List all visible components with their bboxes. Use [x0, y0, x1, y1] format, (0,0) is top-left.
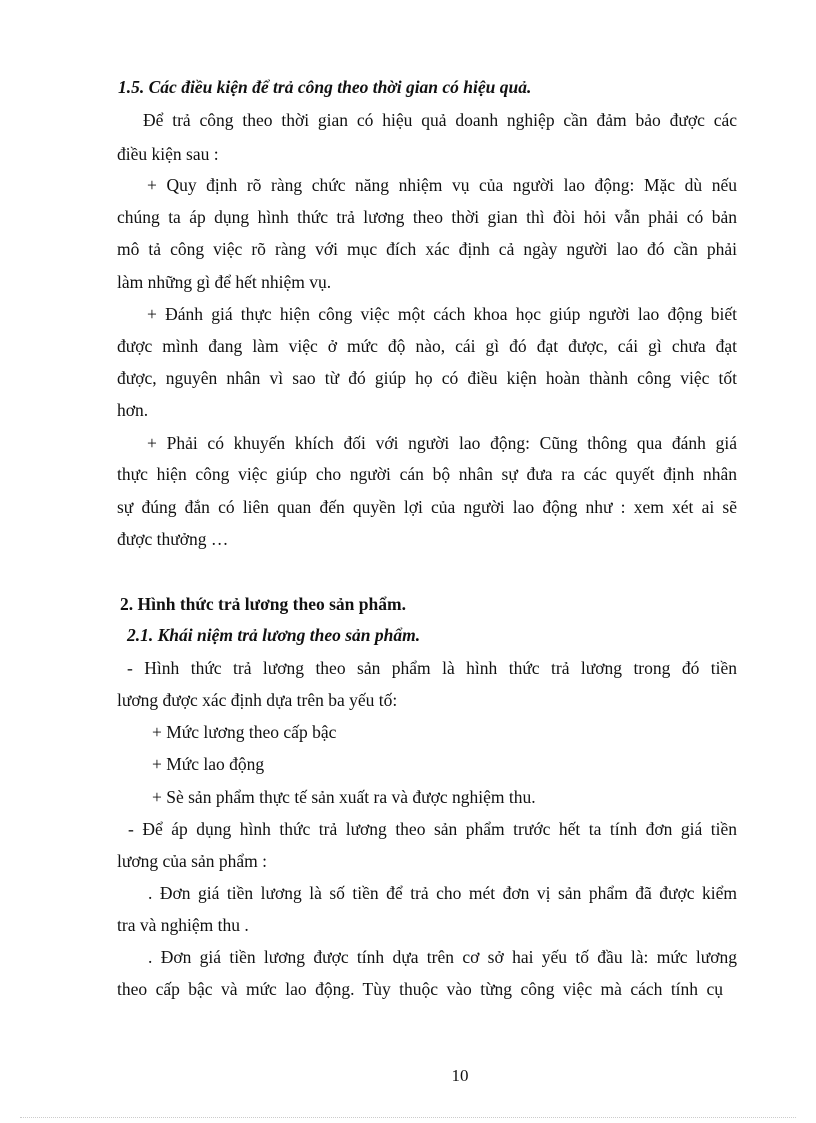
paragraph-line: được mình đang làm việc ở mức độ nào, cái gì đó đạt được, cái gì chưa đạt — [117, 336, 737, 356]
paragraph-line: theo cấp bậc và mức lao động. Tùy thuộc vào từng công việc mà cách tính cụ — [117, 979, 723, 999]
paragraph-line: Để trả công theo thời gian có hiệu quả doanh nghiệp cần đảm bảo được các — [143, 110, 737, 130]
paragraph-line: thực hiện công việc giúp cho người cán bộ nhân sự đưa ra các quyết định nhân — [117, 464, 737, 484]
paragraph-line: lương được xác định dựa trên ba yếu tố: — [117, 690, 398, 710]
section-heading-2: 2. Hình thức trả lương theo sản phẩm. — [120, 594, 406, 614]
paragraph-line: . Đơn giá tiền lương được tính dựa trên cơ sở hai yếu tố đầu là: mức lương — [148, 947, 737, 967]
paragraph-line: mô tả công việc rõ ràng với mục đích xác định cả ngày người lao đó cần phải — [117, 239, 737, 259]
paragraph-line: + Đánh giá thực hiện công việc một cách khoa học giúp người lao động biết — [147, 304, 737, 324]
paragraph-line: hơn. — [117, 400, 149, 420]
paragraph-line: làm những gì để hết nhiệm vụ. — [117, 272, 332, 292]
list-item: + Mức lao động — [152, 754, 265, 774]
paragraph-line: - Hình thức trả lương theo sản phẩm là hình thức trả lương trong đó tiền — [127, 658, 737, 678]
paragraph-line: sự đúng đắn có liên quan đến quyền lợi của người lao động như : xem xét ai sẽ — [117, 497, 737, 517]
paragraph-line: . Đơn giá tiền lương là số tiền để trả cho mét đơn vị sản phẩm đã được kiểm — [148, 883, 737, 903]
paragraph-line: chúng ta áp dụng hình thức trả lương theo thời gian thì đòi hỏi vẫn phải có bản — [117, 207, 737, 227]
paragraph-line: + Quy định rõ ràng chức năng nhiệm vụ của người lao động: Mặc dù nếu — [147, 175, 737, 195]
paragraph-line: + Phải có khuyến khích đối với người lao động: Cũng thông qua đánh giá — [147, 433, 737, 453]
page-bottom-divider — [20, 1117, 796, 1118]
page-number: 10 — [451, 1066, 469, 1085]
paragraph-line: điều kiện sau : — [117, 144, 219, 164]
list-item: + Mức lương theo cấp bậc — [152, 722, 337, 742]
paragraph-line: - Để áp dụng hình thức trả lương theo sản phẩm trước hết ta tính đơn giá tiền — [128, 819, 737, 839]
section-heading-1-5: 1.5. Các điều kiện để trả công theo thời gian có hiệu quả. — [118, 77, 532, 97]
section-heading-2-1: 2.1. Khái niệm trả lương theo sản phẩm. — [127, 625, 421, 645]
list-item: + Sè sản phẩm thực tế sản xuất ra và được nghiệm thu. — [152, 787, 536, 807]
paragraph-line: được thưởng … — [117, 529, 229, 549]
paragraph-line: được, nguyên nhân vì sao từ đó giúp họ có điều kiện hoàn thành công việc tốt — [117, 368, 737, 388]
paragraph-line: tra và nghiệm thu . — [117, 915, 249, 935]
paragraph-line: lương của sản phẩm : — [117, 851, 267, 871]
